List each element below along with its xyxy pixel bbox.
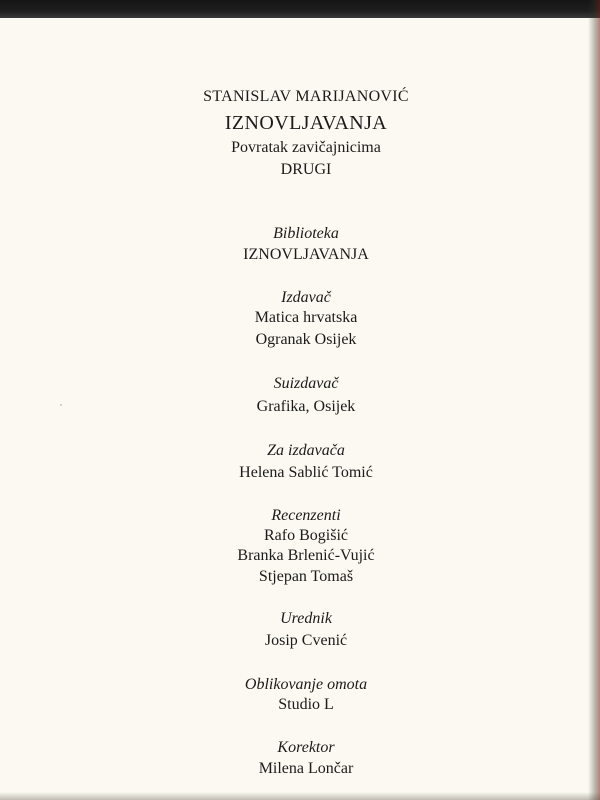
urednik-label: Urednik	[280, 610, 332, 627]
book-subtitle: Povratak zavičajnicima	[231, 139, 381, 156]
biblioteka-value: IZNOVLJAVANJA	[243, 246, 369, 263]
book-volume: DRUGI	[280, 161, 332, 178]
recenzenti-label: Recenzenti	[271, 507, 341, 524]
suizdavac-label: Suizdavač	[273, 375, 339, 392]
korektor-value: Milena Lončar	[258, 760, 354, 777]
biblioteka-label: Biblioteka	[273, 225, 339, 242]
korektor-label: Korektor	[277, 739, 335, 756]
recenzent-3: Stjepan Tomaš	[258, 568, 354, 585]
oblikovanje-label: Oblikovanje omota	[244, 676, 368, 693]
za-izdavaca-label: Za izdavača	[267, 442, 345, 459]
urednik-value: Josip Cvenić	[264, 632, 348, 649]
suizdavac-value: Grafika, Osijek	[256, 398, 356, 415]
recenzent-1: Rafo Bogišić	[264, 527, 348, 544]
recenzent-2: Branka Brlenić-Vujić	[237, 547, 375, 564]
izdavac-value-1: Matica hrvatska	[254, 309, 358, 326]
za-izdavaca-value: Helena Sablić Tomić	[239, 464, 373, 481]
oblikovanje-value: Studio L	[278, 696, 334, 713]
author-name: STANISLAV MARIJANOVIĆ	[203, 88, 409, 105]
book-title: IZNOVLJAVANJA	[224, 112, 388, 134]
izdavac-label: Izdavač	[281, 289, 331, 306]
izdavac-value-2: Ogranak Osijek	[255, 331, 357, 348]
